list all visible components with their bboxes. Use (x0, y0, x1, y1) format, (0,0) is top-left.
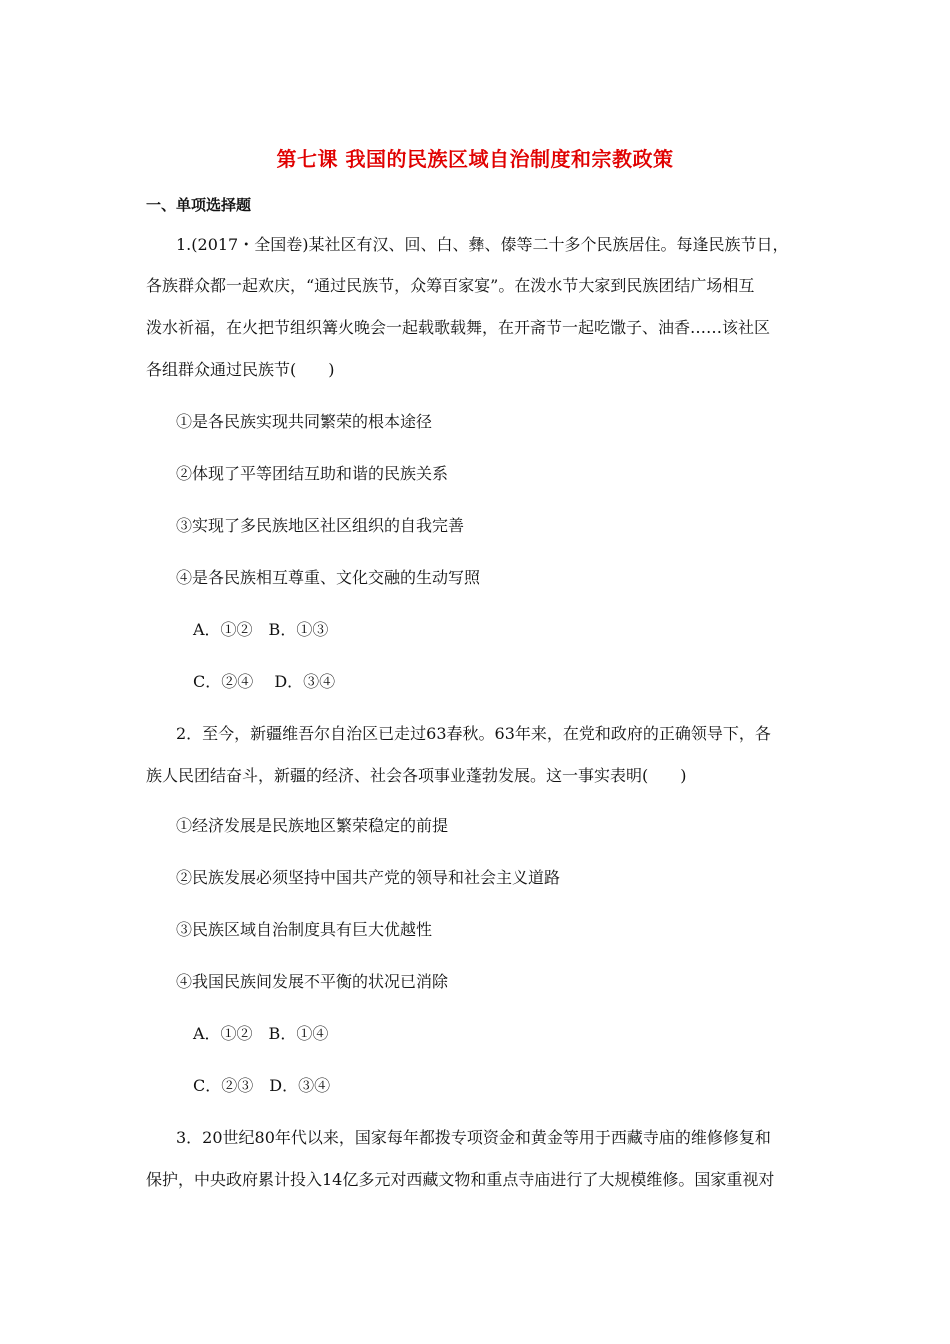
q1-item-2: ②体现了平等团结互助和谐的民族关系 (176, 464, 449, 483)
q1-stem-line-4: 各组群众通过民族节( ) (146, 360, 335, 379)
q2-options-ab: A．①② B．①④ (193, 1024, 329, 1043)
q1-stem-line-2: 各族群众都一起欢庆，“通过民族节，众筹百家宴”。在泼水节大家到民族团结广场相互 (146, 276, 755, 295)
q2-item-1: ①经济发展是民族地区繁荣稳定的前提 (176, 816, 449, 835)
q2-item-4: ④我国民族间发展不平衡的状况已消除 (176, 972, 449, 991)
q2-item-3: ③民族区域自治制度具有巨大优越性 (176, 920, 433, 939)
q1-item-1: ①是各民族实现共同繁荣的根本途径 (176, 412, 433, 431)
q1-options-ab: A．①② B．①③ (193, 620, 329, 639)
q1-stem-line-3: 泼水祈福，在火把节组织篝火晚会一起载歌载舞，在开斋节一起吃馓子、油香……该社区 (146, 318, 771, 337)
document-title: 第七课 我国的民族区域自治制度和宗教政策 (276, 147, 674, 171)
section-heading: 一、单项选择题 (146, 196, 252, 214)
q3-stem-line-1: 3．20世纪80年代以来，国家每年都拨专项资金和黄金等用于西藏寺庙的维修修复和 (176, 1128, 771, 1147)
q2-options-cd: C．②③ D．③④ (193, 1076, 331, 1095)
q2-stem-line-1: 2．至今，新疆维吾尔自治区已走过63春秋。63年来，在党和政府的正确领导下，各 (176, 724, 771, 743)
q1-options-cd: C．②④ D．③④ (193, 672, 336, 691)
q1-item-4: ④是各民族相互尊重、文化交融的生动写照 (176, 568, 481, 587)
q2-item-2: ②民族发展必须坚持中国共产党的领导和社会主义道路 (176, 868, 561, 887)
q3-stem-line-2: 保护，中央政府累计投入14亿多元对西藏文物和重点寺庙进行了大规模维修。国家重视对 (146, 1170, 775, 1189)
q1-stem-line-1: 1.(2017・全国卷)某社区有汉、回、白、彝、傣等二十多个民族居住。每逢民族节日， (176, 235, 789, 254)
q1-item-3: ③实现了多民族地区社区组织的自我完善 (176, 516, 465, 535)
q2-stem-line-2: 族人民团结奋斗，新疆的经济、社会各项事业蓬勃发展。这一事实表明( ) (146, 766, 687, 785)
